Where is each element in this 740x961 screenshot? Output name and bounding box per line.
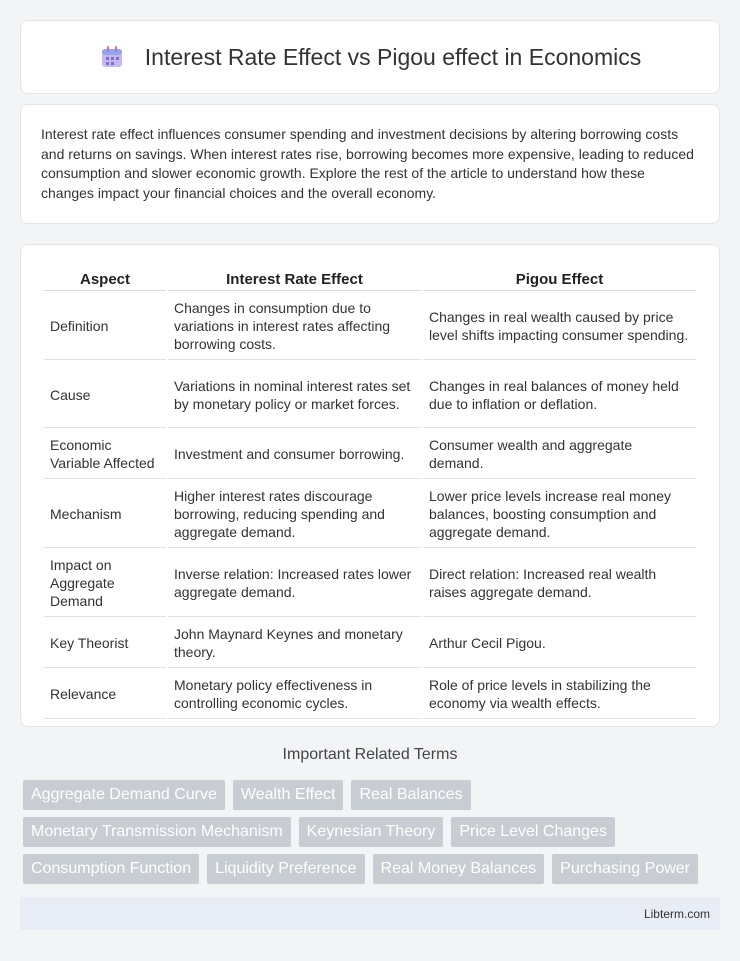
column-header-interest-rate-effect: Interest Rate Effect: [168, 267, 421, 291]
related-terms-list: [23, 780, 723, 891]
related-term-tag[interactable]: Consumption Function: [23, 854, 199, 884]
row-pigou-effect: Consumer wealth and aggregate demand.: [423, 430, 696, 479]
calendar-icon: [99, 44, 125, 70]
table-row: [44, 481, 696, 548]
row-pigou-effect: Role of price levels in stabilizing the economy via wealth effects.: [423, 670, 696, 719]
table-row: [44, 430, 696, 479]
row-aspect: Impact on Aggregate Demand: [44, 550, 166, 617]
related-term-tag[interactable]: Price Level Changes: [451, 817, 615, 847]
column-header-aspect: Aspect: [44, 267, 166, 291]
tag-row: [23, 780, 723, 810]
tag-row: [23, 854, 723, 884]
header-card: [20, 20, 720, 94]
row-interest-rate-effect: Investment and consumer borrowing.: [168, 430, 421, 479]
related-term-tag[interactable]: Purchasing Power: [552, 854, 698, 884]
row-aspect: Key Theorist: [44, 619, 166, 668]
column-header-pigou-effect: Pigou Effect: [423, 267, 696, 291]
row-pigou-effect: Changes in real balances of money held due to inflation or deflation.: [423, 362, 696, 428]
row-pigou-effect: Changes in real wealth caused by price level shifts impacting consumer spending.: [423, 293, 696, 360]
row-aspect: Mechanism: [44, 481, 166, 548]
row-aspect: Relevance: [44, 670, 166, 719]
page-title: Interest Rate Effect vs Pigou effect in Economics: [144, 43, 642, 70]
row-interest-rate-effect: Inverse relation: Increased rates lower aggregate demand.: [168, 550, 421, 617]
comparison-table-card: [20, 244, 720, 727]
related-term-tag[interactable]: Real Balances: [351, 780, 470, 810]
table-row: [44, 550, 696, 617]
intro-text: Interest rate effect influences consumer spending and investment decisions by altering borrowing costs and returns on savings. When interest rates rise, borrowing becomes more expensive, leading to reduced consumption and slower economic growth. Explore the rest of the article to understand how these changes impact your financial choices and the overall economy.: [41, 126, 694, 201]
intro-card: [20, 104, 720, 224]
footer: [20, 897, 720, 930]
footer-site-link[interactable]: Libterm.com: [643, 907, 710, 921]
row-pigou-effect: Lower price levels increase real money balances, boosting consumption and aggregate demand.: [423, 481, 696, 548]
table-header-row: [44, 267, 696, 291]
row-aspect: Economic Variable Affected: [44, 430, 166, 479]
row-pigou-effect: Arthur Cecil Pigou.: [423, 619, 696, 668]
tag-row: [23, 817, 723, 847]
related-term-tag[interactable]: Wealth Effect: [233, 780, 344, 810]
table-row: [44, 619, 696, 668]
row-aspect: Definition: [44, 293, 166, 360]
related-term-tag[interactable]: Aggregate Demand Curve: [23, 780, 225, 810]
row-interest-rate-effect: John Maynard Keynes and monetary theory.: [168, 619, 421, 668]
row-interest-rate-effect: Changes in consumption due to variations in interest rates affecting borrowing costs.: [168, 293, 421, 360]
table-row: [44, 362, 696, 428]
table-row: [44, 293, 696, 360]
row-pigou-effect: Direct relation: Increased real wealth raises aggregate demand.: [423, 550, 696, 617]
row-interest-rate-effect: Variations in nominal interest rates set by monetary policy or market forces.: [168, 362, 421, 428]
related-term-tag[interactable]: Real Money Balances: [373, 854, 545, 884]
related-term-tag[interactable]: Monetary Transmission Mechanism: [23, 817, 291, 847]
related-term-tag[interactable]: Liquidity Preference: [207, 854, 364, 884]
related-term-tag[interactable]: Keynesian Theory: [299, 817, 444, 847]
table-row: [44, 670, 696, 719]
related-terms-heading: Important Related Terms: [282, 746, 458, 763]
row-aspect: Cause: [44, 362, 166, 428]
row-interest-rate-effect: Higher interest rates discourage borrowing, reducing spending and aggregate demand.: [168, 481, 421, 548]
comparison-table: [42, 265, 698, 721]
row-interest-rate-effect: Monetary policy effectiveness in controlling economic cycles.: [168, 670, 421, 719]
